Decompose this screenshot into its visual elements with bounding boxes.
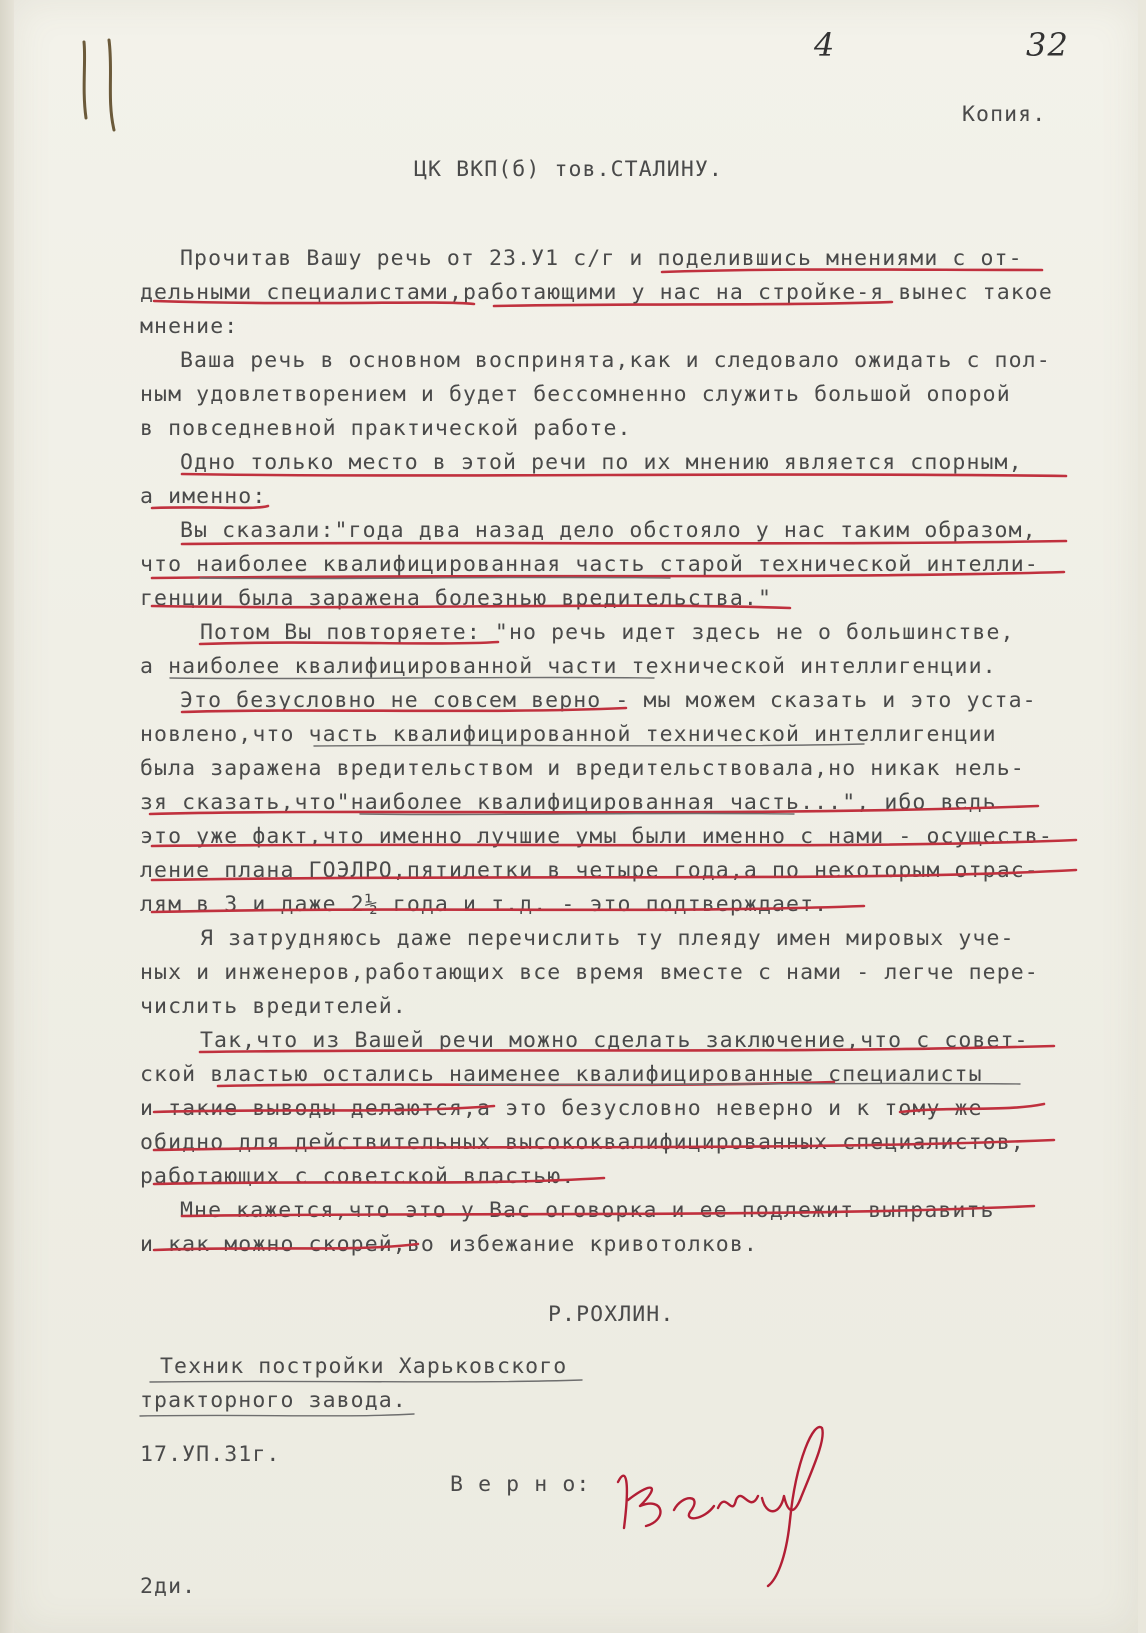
copy-label: Копия. <box>962 102 1047 127</box>
body-line: Одно только место в этой речи по их мнению является спорным, <box>180 450 1023 475</box>
typist-mark: 2ди. <box>140 1574 197 1599</box>
body-line: Вы сказали:"года два назад дело обстояло у нас таким образом, <box>180 518 1037 543</box>
body-line: а наиболее квалифицированной части технической интеллигенции. <box>140 654 997 679</box>
body-line: числить вредителей. <box>140 994 407 1019</box>
body-line: ным удовлетворением и будет бессомненно служить большой опорой <box>140 382 1011 407</box>
body-line: дельными специалистами,работающими у нас на стройке-я вынес такое <box>140 280 1053 305</box>
body-line: и такие выводы делаются,а это безусловно неверно и к тому же <box>140 1096 983 1121</box>
folio-mark: 32 <box>1026 26 1069 64</box>
body-line: новлено,что часть квалифицированной технической интеллигенции <box>140 722 997 747</box>
body-line: обидно для действительных высококвалифицированных специалистов, <box>140 1130 1025 1155</box>
body-line: Так,что из Вашей речи можно сделать заключение,что с совет- <box>200 1028 1029 1053</box>
body-line: зя сказать,что"наиболее квалифицированная часть...", ибо ведь <box>140 790 997 815</box>
body-line: а именно: <box>140 484 267 509</box>
sheet-left-edge <box>0 0 14 1633</box>
body-line: Ваша речь в основном воспринята,как и следовало ожидать с пол- <box>180 348 1051 373</box>
body-line: Прочитав Вашу речь от 23.У1 с/г и поделившись мнениями с от- <box>180 246 1023 271</box>
body-line: что наиболее квалифицированная часть старой технической интелли- <box>140 552 1039 577</box>
document-date: 17.УП.31г. <box>140 1442 281 1467</box>
position-line-2: тракторного завода. <box>140 1388 407 1413</box>
document-sheet <box>14 0 1138 1633</box>
body-line: это уже факт,что именно лучшие умы были именно с нами - осуществ- <box>140 824 1053 849</box>
body-line: Это безусловно не совсем верно - мы можем сказать и это уста- <box>180 688 1037 713</box>
body-line: Мне кажется,что это у Вас оговорка и ее подлежит выправить <box>180 1198 995 1223</box>
body-line: была заражена вредительством и вредительствовала,но никак нель- <box>140 756 1025 781</box>
correction-mark: 4 <box>814 26 836 64</box>
body-line: Потом Вы повторяете: "но речь идет здесь не о большинстве, <box>200 620 1015 645</box>
signature-name: Р.РОХЛИН. <box>548 1302 675 1327</box>
body-line: генции была заражена болезнью вредительства." <box>140 586 772 611</box>
addressee: ЦК ВКП(б) тов.СТАЛИНУ. <box>414 157 723 182</box>
position-line-1: Техник постройки Харьковского <box>160 1354 568 1379</box>
body-line: мнение: <box>140 314 239 339</box>
body-line: лям в 3 и даже 2½ года и т.д. - это подтверждает. <box>140 892 829 917</box>
body-line: в повседневной практической работе. <box>140 416 632 441</box>
body-line: ных и инженеров,работающих все время вместе с нами - легче пере- <box>140 960 1039 985</box>
certified-label: В е р н о: <box>450 1472 591 1497</box>
body-line: работающих с советской властью. <box>140 1164 576 1189</box>
body-line: и как можно скорей,во избежание кривотолков. <box>140 1232 758 1257</box>
body-line: ской властью остались наименее квалифицированные специалисты <box>140 1062 983 1087</box>
body-line: ление плана ГОЭЛРО,пятилетки в четыре года,а по некоторым отрас- <box>140 858 1039 883</box>
body-line: Я затрудняюсь даже перечислить ту плеяду имен мировых уче- <box>200 926 1015 951</box>
